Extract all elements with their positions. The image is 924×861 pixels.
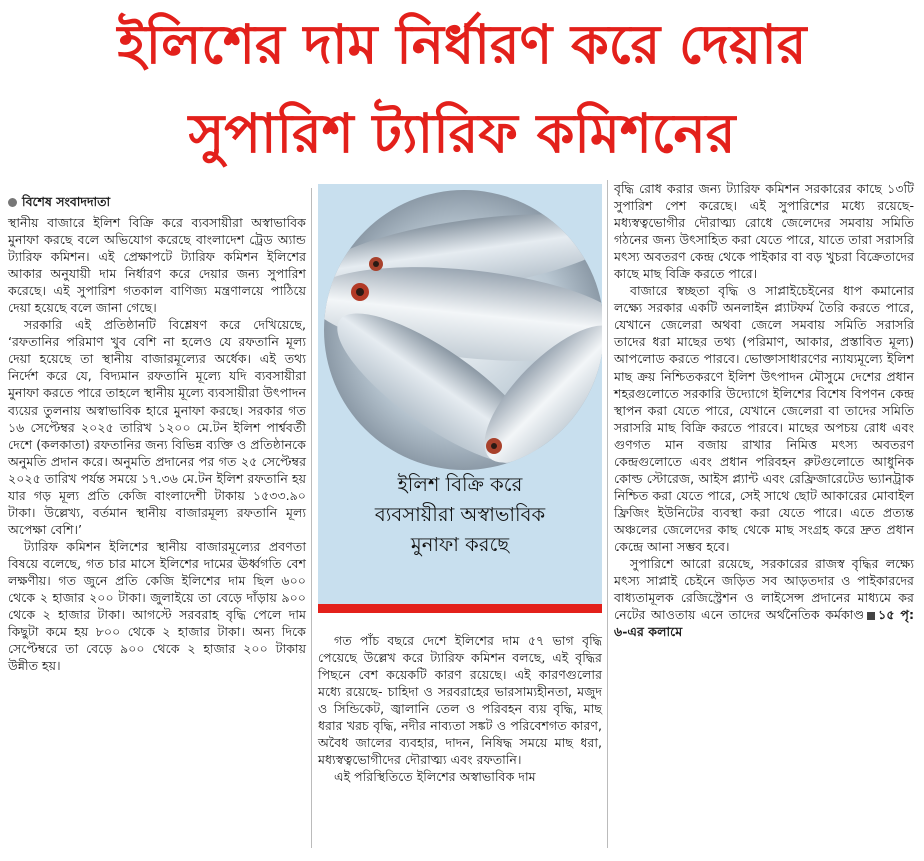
- middle-paragraph-2: এই পরিস্থিতিতে ইলিশের অস্বাভাবিক দাম: [334, 769, 536, 785]
- right-paragraph-3: [614, 555, 914, 640]
- middle-paragraph-1: গত পাঁচ বছরে দেশে ইলিশের দাম ৫৭ ভাগ বৃদ্ধি পেয়েছে উল্লেখ করে ট্যারিফ কমিশন বলছে, এই বৃদ্ধির পিছনে বেশ কয়েকটি কারণ রয়েছে। এই কারণগুলোর মধ্যে রয়েছে- চাহিদা ও সরবরাহের ভারসাম্যহীনতা, মজুদ ও সিন্ডিকেট, জ্বালানি তেল ও পরিবহন ব্যয় বৃদ্ধি, মাছ ধরার খরচ বৃদ্ধি, নদীর নাব্যতা সঙ্কট ও পরিবেশগত কারণ, অবৈধ জালের ব্যবহার, দাদন, নিষিদ্ধ সময়ে মাছ ধরা, মধ্যস্বত্বভোগীদের দৌরাত্ম্য এবং রফতানি।: [318, 633, 602, 768]
- bullet-icon: [8, 198, 17, 207]
- column-divider-right: [607, 180, 608, 848]
- right-column: [614, 180, 914, 640]
- pull-quote-line-2: ব্যবসায়ীরা অস্বাভাবিক: [374, 503, 546, 526]
- headline-line-1: ইলিশের দাম নির্ধারণ করে দেয়ার: [117, 13, 807, 76]
- column-divider-left: [311, 188, 312, 848]
- headline-line-2: সুপারিশ ট্যারিফ কমিশনের: [188, 102, 736, 165]
- left-paragraph-2: সরকারি এই প্রতিষ্ঠানটি বিশ্লেষণ করে দেখিয়েছে, ‘রফতানির পরিমাণ খুব বেশি না হলেও যে রফতানি মূল্য দেয়া হয়েছে তা স্থানীয় বাজারমূল্যের অর্ধেক। এই তথ্য নির্দেশ করে যে, বিদ্যমান রফতানি মূল্যে যদি ব্যবসায়ীরা মুনাফা করতে পারে তাহলে স্থানীয় মূল্যে ব্যবসায়ীরা উৎপাদন ব্যয়ের তুলনায় অস্বাভাবিক হারে মুনাফা করছে। সরকার গত ১৬ সেপ্টেম্বর ২০২৫ তারিখ ১২০০ মে.টন ইলিশ পার্শ্ববর্তী দেশে (কলকাতা) রফতানির জন্য বিভিন্ন ব্যক্তি ও প্রতিষ্ঠানকে অনুমতি প্রদান করে। অনুমতি প্রদানের পর গত ২৫ সেপ্টেম্বর ২০২৫ তারিখ পর্যন্ত সময়ে ১৭.৩৬ মে.টন ইলিশ রফতানি হয় যার গড় মূল্য প্রতি কেজি বাংলাদেশী টাকায় ১৫৩৩.৯০ টাকা। উল্লেখ্য, বর্তমান স্থানীয় বাজারমূল্য রফতানি মূল্য অপেক্ষা বেশি।’: [8, 317, 306, 537]
- pull-quote-line-3: মুনাফা করছে: [410, 533, 510, 556]
- right-paragraph-1: বৃদ্ধি রোধ করার জন্য ট্যারিফ কমিশন সরকারের কাছে ১৩টি সুপারিশ পেশ করেছে। এই সুপারিশের মধ্যে রয়েছে- মধ্যস্বত্বভোগীর দৌরাত্ম্য রোধে জেলেদের সমবায় সমিতি গঠনের জন্য উৎসাহিত করা যেতে পারে, যাতে তারা সরাসরি মৎস্য অবতরণ কেন্দ্র থেকে পাইকার বা বড় খুচরা বিক্রেতাদের কাছে মাছ বিক্রি করতে পারে।: [614, 181, 914, 282]
- byline: [8, 194, 110, 214]
- pull-quote: [318, 470, 602, 560]
- left-paragraph-1: স্থানীয় বাজারে ইলিশ বিক্রি করে ব্যবসায়ীরা অস্বাভাবিক মুনাফা করছে বলে অভিযোগ করেছে বাংলাদেশ ট্রেড অ্যান্ড ট্যারিফ কমিশন। এই প্রেক্ষাপটে ট্যারিফ কমিশন ইলিশের আকার অনুযায়ী দাম নির্ধারণ করে দেয়ার জন্য সুপারিশ করেছে। এই সুপারিশ গতকাল বাণিজ্য মন্ত্রণালয়ে পাঠিয়ে দেয়া হয়েছে বলে জানা গেছে।: [8, 215, 306, 316]
- middle-column: [318, 632, 602, 785]
- byline-text: বিশেষ সংবাদদাতা: [22, 194, 111, 209]
- right-paragraph-2: বাজারে স্বচ্ছতা বৃদ্ধি ও সাপ্লাইচেইনের ধাপ কমানোর লক্ষ্যে সরকার একটি অনলাইন প্ল্যাটফর্ম তৈরি করতে পারে, যেখানে জেলেরা অথবা জেলে সমবায় সমিতি সরাসরি তাদের ধরা মাছের তথ্য (পরিমাণ, আকার, প্রস্তাবিত মূল্য) আপলোড করতে পারবে। ভোক্তাসাধারণের ন্যায্যমূল্যে ইলিশ মাছ ক্রয় নিশ্চিতকরণে ইলিশ উৎপাদন মৌসুমে দেশের প্রধান শহরগুলোতে সরকারি উদ্যোগে ইলিশের বিশেষ বিপণন কেন্দ্র স্থাপন করা যেতে পারে, যেখানে জেলেরা বা তাদের সমিতি সরাসরি মাছ বিক্রি করতে পারবে। মাছের অপচয় রোধ এবং গুণগত মান বজায় রাখার নিমিত্ত মৎস্য অবতরণ কেন্দ্রগুলোতে এবং প্রধান পরিবহন রুটগুলোতে আধুনিক কোল্ড স্টোরেজ, আইস প্ল্যান্ট এবং রেফ্রিজারেটেড ভ্যানট্রাক নিশ্চিত করা যেতে পারে, সেই সাথে ছোট আকারের মোবাইল ফ্রিজিং ইউনিটের ব্যবস্থা করা যেতে পারে। এতে প্রত্যন্ত অঞ্চলের জেলেদের কাছ থেকে মাছ সংগ্রহ করে দ্রুত প্রধান কেন্দ্রে আনা সম্ভব হবে।: [614, 283, 914, 554]
- square-marker-icon: [867, 612, 875, 620]
- left-paragraph-3: ট্যারিফ কমিশন ইলিশের স্থানীয় বাজারমূল্যের প্রবণতা বিষয়ে বলেছে, গত চার মাসে ইলিশের দামের ঊর্ধ্বগতি বেশ লক্ষণীয়। গত জুনে প্রতি কেজি ইলিশের দাম ছিল ৬০০ থেকে ২ হাজার ২০০ টাকা। জুলাইয়ে তা বেড়ে দাঁড়ায় ৯০০ থেকে ২ হাজার টাকা। আগস্টে সরবরাহ বৃদ্ধি পেলে দাম কিছুটা কমে হয় ৮০০ থেকে ২ হাজার টাকা। অন্য দিকে সেপ্টেম্বরে তা বেড়ে ৯০০ থেকে ২ হাজার ২০০ টাকায় উন্নীত হয়।: [8, 538, 306, 674]
- continuation-jump: ১৫ পৃ: ৬-এর কলামে: [614, 607, 914, 640]
- left-column: [8, 214, 306, 674]
- right-paragraph-3-text: সুপারিশে আরো রয়েছে, সরকারের রাজস্ব বৃদ্ধির লক্ষ্যে মৎস্য সাপ্লাই চেইনে জড়িত সব আড়তদার ও পাইকারদের বাধ্যতামূলক রেজিস্ট্রেশন ও লাইসেন্স প্রদানের মাধ্যমে কর নেটের আওতায় এনে তাদের অর্থনৈতিক কর্মকাণ্ড: [614, 556, 914, 623]
- pull-quote-line-1: ইলিশ বিক্রি করে: [397, 473, 523, 496]
- accent-bar: [318, 604, 602, 613]
- hilsa-fish-photo: [318, 184, 602, 474]
